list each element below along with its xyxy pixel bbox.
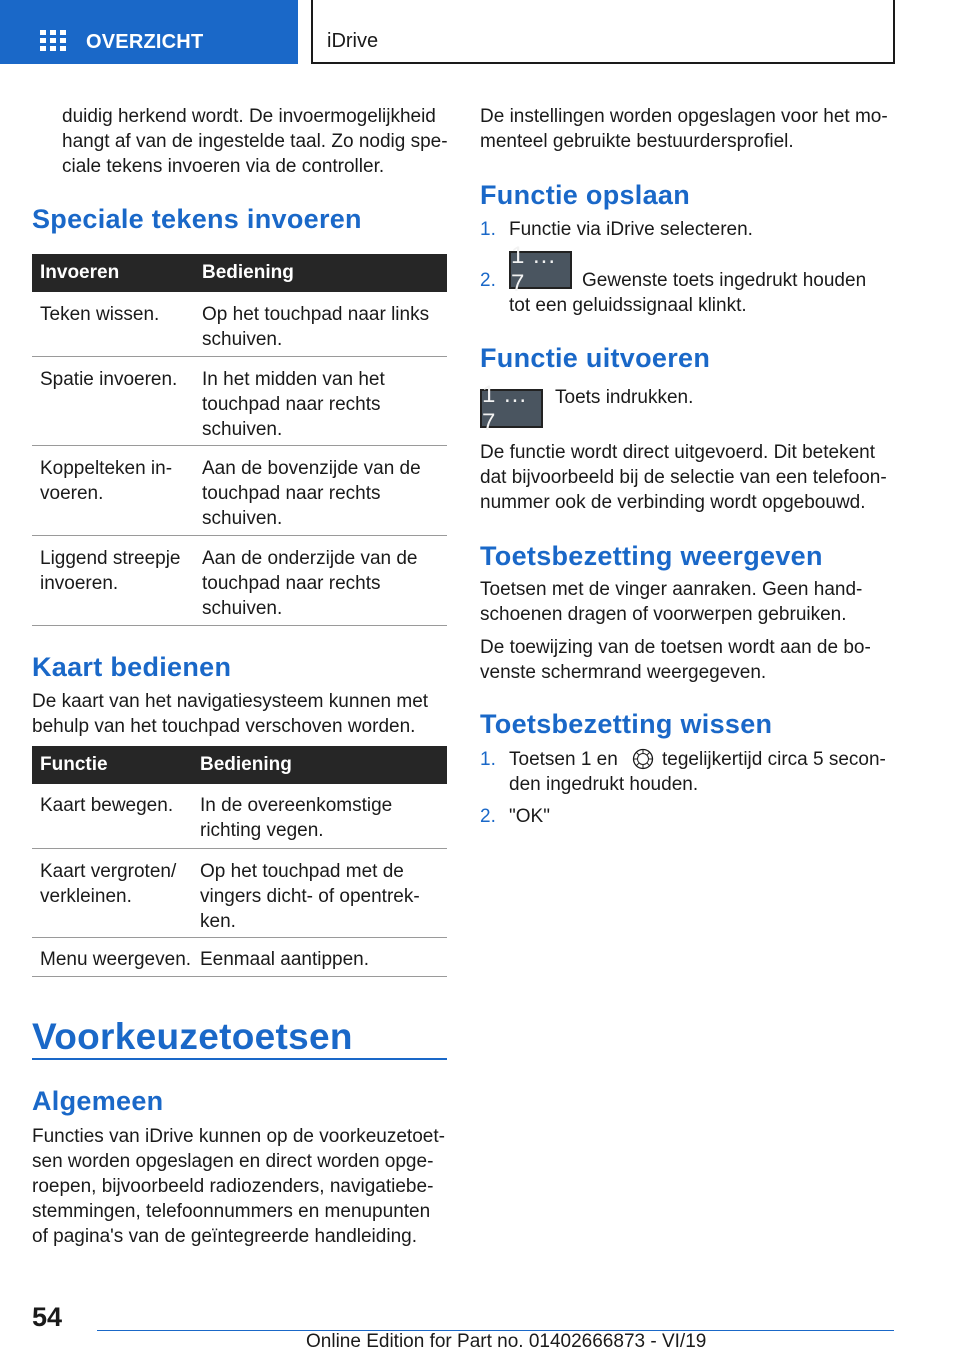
map-heading: Kaart bedienen	[32, 652, 232, 682]
step-number: 2.	[480, 270, 496, 291]
table-cell: Teken wissen.	[40, 304, 160, 325]
execute-step-text: Toets indrukken.	[555, 387, 694, 408]
table-cell: Koppelteken invoeren.	[40, 458, 173, 504]
header-section-box	[311, 0, 895, 64]
column-header: Functie	[40, 754, 108, 775]
table-cell: Kaart bewegen.	[40, 795, 174, 816]
table-cell: Kaart vergroten/ verkleinen.	[40, 861, 177, 907]
show-paragraph-1: Toetsen met de vinger aanraken. Geen handschoenen dragen of voorwerpen gebruiken.	[480, 579, 863, 625]
header-section-title: iDrive	[327, 30, 379, 52]
step-text: "OK"	[509, 806, 550, 827]
preset-key-image: 1 ... 7	[480, 389, 543, 428]
step-number: 1.	[480, 749, 496, 770]
table-cell: Spatie invoeren.	[40, 369, 178, 390]
table-cell: Op het touchpad naar links schuiven.	[202, 304, 430, 350]
header-tab-label: OVERZICHT	[86, 31, 204, 53]
step-text: Gewenste toets ingedrukt houden	[582, 270, 867, 291]
table-row	[32, 784, 447, 849]
save-heading: Functie opslaan	[480, 180, 691, 210]
map-intro: De kaart van het navigatiesysteem kunnen met behulp van het touchpad verschoven worden.	[32, 691, 429, 737]
table-row	[32, 446, 447, 536]
settings-paragraph: De instellingen worden opgeslagen voor het momenteel gebruikte bestuurdersprofiel.	[480, 106, 888, 152]
table-cell: Aan de bovenzijde van de touchpad naar rechts schuiven.	[202, 458, 421, 529]
table-header	[32, 746, 447, 784]
step-text: Functie via iDrive selecteren.	[509, 219, 753, 240]
column-header: Bediening	[202, 262, 294, 283]
table-row	[32, 849, 447, 938]
table-cell: Menu weergeven.	[40, 949, 192, 970]
column-header: Invoeren	[40, 262, 120, 283]
intro-paragraph: duidig herkend wordt. De invoermogelijkheid hangt af van de ingestelde taal. Zo nodig speciale tekens invoeren via de controller.	[62, 106, 448, 177]
table-row	[32, 292, 447, 357]
title-underline	[32, 1058, 447, 1060]
preset-key-image: 1 ... 7	[509, 251, 572, 289]
step-number: 2.	[480, 806, 496, 827]
column-header: Bediening	[200, 754, 292, 775]
clear-heading: Toetsbezetting wissen	[480, 709, 773, 739]
step-text-continued: tot een geluidssignaal klinkt.	[509, 295, 747, 316]
map-table	[32, 746, 447, 977]
special-chars-heading: Speciale tekens invoeren	[32, 204, 362, 234]
special-chars-table	[32, 254, 447, 626]
step-number: 1.	[480, 219, 496, 240]
general-paragraph: Functies van iDrive kunnen op de voorkeuzetoetsen worden opgeslagen en direct worden opgeroepen, bijvoorbeeld radiozenders, navigatiebestemmingen, telefoonnummers en menupunten of pagina's van de geïntegreerde handleiding.	[32, 1126, 445, 1247]
show-heading: Toetsbezetting weergeven	[480, 541, 823, 571]
general-heading: Algemeen	[32, 1086, 164, 1116]
table-row	[32, 938, 447, 977]
table-cell: In het midden van het touchpad naar rechts schuiven.	[202, 369, 385, 440]
step-text-continued: tegelijkertijd circa 5 seconden ingedrukt houden.	[509, 749, 886, 795]
header-tab-overview[interactable]	[0, 0, 298, 64]
table-header	[32, 254, 447, 292]
table-cell: In de overeenkomstige richting vegen.	[200, 795, 393, 841]
footer-edition: Online Edition for Part no. 01402666873 - VI/19	[306, 1331, 707, 1352]
step-text: Toetsen 1 en	[509, 749, 618, 770]
page-number: 54	[32, 1302, 63, 1332]
table-cell: Eenmaal aantippen.	[200, 949, 370, 970]
show-paragraph-2: De toewijzing van de toetsen wordt aan de bovenste schermrand weergegeven.	[480, 637, 871, 683]
table-row	[32, 536, 447, 626]
table-row	[32, 357, 447, 446]
execute-heading: Functie uitvoeren	[480, 343, 711, 373]
table-cell: Aan de onderzijde van de touchpad naar rechts schuiven.	[202, 548, 418, 619]
table-cell: Liggend streepje invoeren.	[40, 548, 181, 594]
grid-menu-icon	[40, 30, 66, 52]
table-cell: Op het touchpad met de vingers dicht- of opentrekken.	[200, 861, 420, 932]
execute-paragraph: De functie wordt direct uitgevoerd. Dit betekent dat bijvoorbeeld bij de selectie van een telefoonnummer ook de verbinding wordt opgebouwd.	[480, 442, 887, 513]
presets-title: Voorkeuzetoetsen	[32, 1016, 353, 1057]
